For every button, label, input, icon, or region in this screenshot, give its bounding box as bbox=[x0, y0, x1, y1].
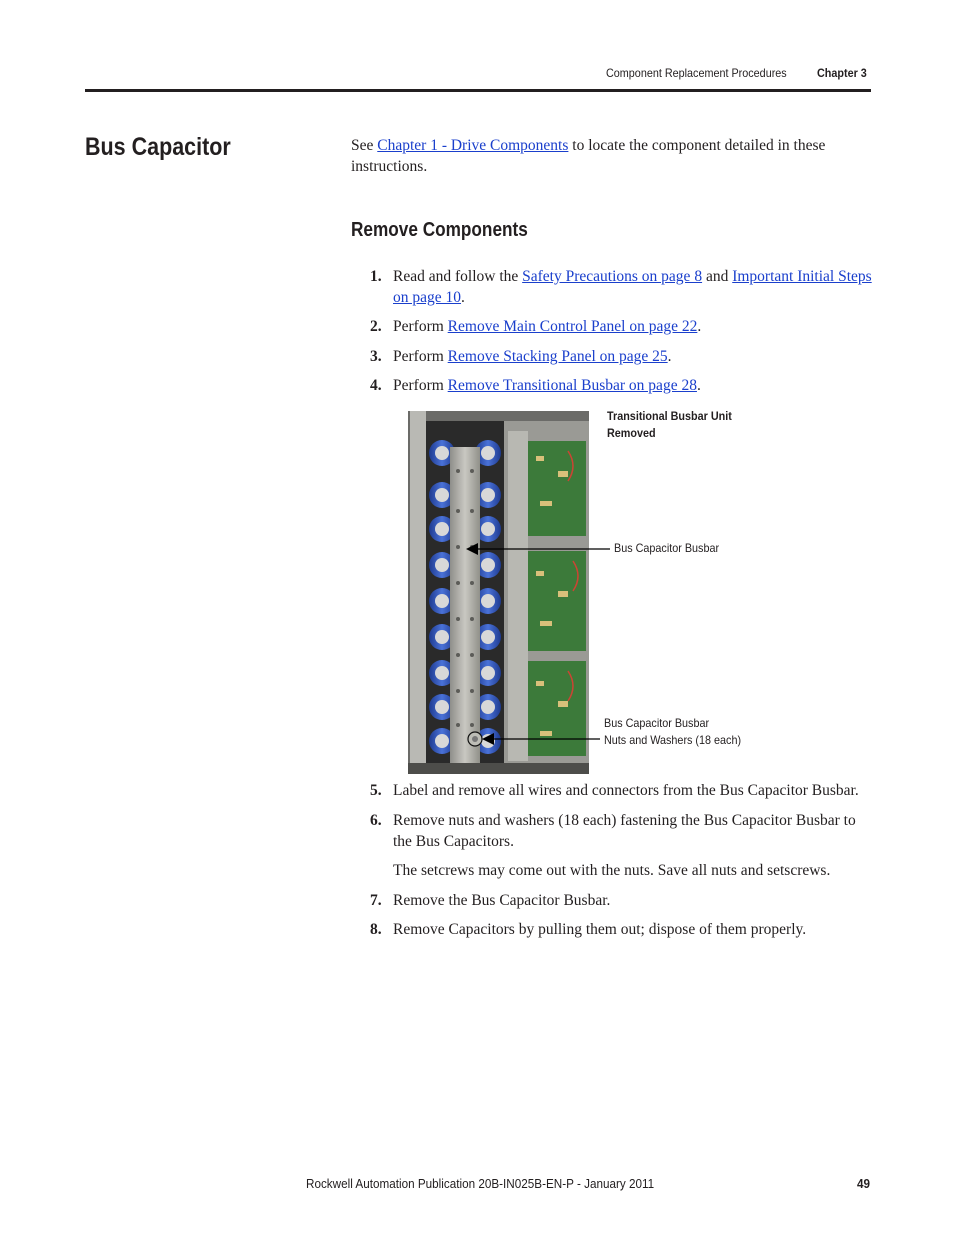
step-text: . bbox=[461, 289, 465, 306]
step-number: 7. bbox=[370, 892, 382, 909]
intro-text-after: to locate the component detailed in these instructions. bbox=[351, 137, 826, 175]
callout-arrow-busbar bbox=[460, 540, 612, 558]
step-text: . bbox=[667, 348, 672, 365]
subsection-title: Remove Components bbox=[351, 219, 528, 241]
step-note: The setcrews may come out with the nuts. Save all nuts and setscrews. bbox=[393, 862, 831, 879]
step-text: Perform bbox=[393, 318, 448, 335]
step-text: Perform bbox=[393, 377, 448, 394]
link-remove-stacking-panel[interactable]: Remove Stacking Panel on page 25 bbox=[447, 348, 668, 365]
step-text: Perform bbox=[393, 348, 448, 365]
step-number: 2. bbox=[370, 318, 382, 335]
step-text: . bbox=[696, 377, 701, 394]
link-chapter-1[interactable]: Chapter 1 - Drive Components bbox=[377, 137, 569, 154]
step-text: Label and remove all wires and connectors from the Bus Capacitor Busbar. bbox=[393, 782, 859, 799]
step-number: 3. bbox=[370, 348, 382, 365]
callout-nuts-label-line-2: Nuts and Washers (18 each) bbox=[604, 733, 742, 747]
intro-paragraph bbox=[351, 135, 871, 177]
step-number: 8. bbox=[370, 921, 382, 938]
bus-capacitor-busbar bbox=[450, 447, 480, 774]
figure-caption-line-2: Removed bbox=[607, 426, 656, 440]
running-header-section: Component Replacement Procedures bbox=[606, 66, 787, 80]
step-text: Remove Capacitors by pulling them out; dispose of them properly. bbox=[393, 921, 807, 938]
callout-busbar-label: Bus Capacitor Busbar bbox=[614, 541, 720, 555]
step-text: and bbox=[702, 268, 733, 285]
step-text: . bbox=[697, 318, 702, 335]
footer-page-number: 49 bbox=[857, 1176, 871, 1191]
step-number: 5. bbox=[370, 782, 382, 799]
footer-publication: Rockwell Automation Publication 20B-IN025B-EN-P - January 2011 bbox=[306, 1176, 655, 1191]
callout-arrow-nuts bbox=[478, 730, 602, 748]
control-boards bbox=[528, 441, 586, 756]
callout-nuts-label-line-1: Bus Capacitor Busbar bbox=[604, 716, 710, 730]
link-remove-transitional-busbar[interactable]: Remove Transitional Busbar on page 28 bbox=[447, 377, 697, 394]
bus-capacitor-photo bbox=[408, 411, 589, 774]
link-remove-main-control-panel[interactable]: Remove Main Control Panel on page 22 bbox=[447, 318, 698, 335]
header-rule bbox=[85, 89, 871, 92]
link-safety-precautions[interactable]: Safety Precautions on page 8 bbox=[522, 268, 703, 285]
section-title: Bus Capacitor bbox=[85, 133, 231, 161]
intro-text-before: See bbox=[351, 137, 378, 154]
running-header-chapter: Chapter 3 bbox=[817, 66, 867, 80]
step-number: 6. bbox=[370, 812, 382, 829]
link-important-initial-steps[interactable]: Important Initial Steps on page 10 bbox=[393, 268, 872, 306]
step-text: Remove nuts and washers (18 each) fastening the Bus Capacitor Busbar to the Bus Capacitors. bbox=[393, 812, 856, 850]
step-number: 1. bbox=[370, 268, 382, 285]
figure-caption-line-1: Transitional Busbar Unit bbox=[607, 409, 732, 423]
step-text: Read and follow the bbox=[393, 268, 523, 285]
step-number: 4. bbox=[370, 377, 382, 394]
step-text: Remove the Bus Capacitor Busbar. bbox=[393, 892, 611, 909]
